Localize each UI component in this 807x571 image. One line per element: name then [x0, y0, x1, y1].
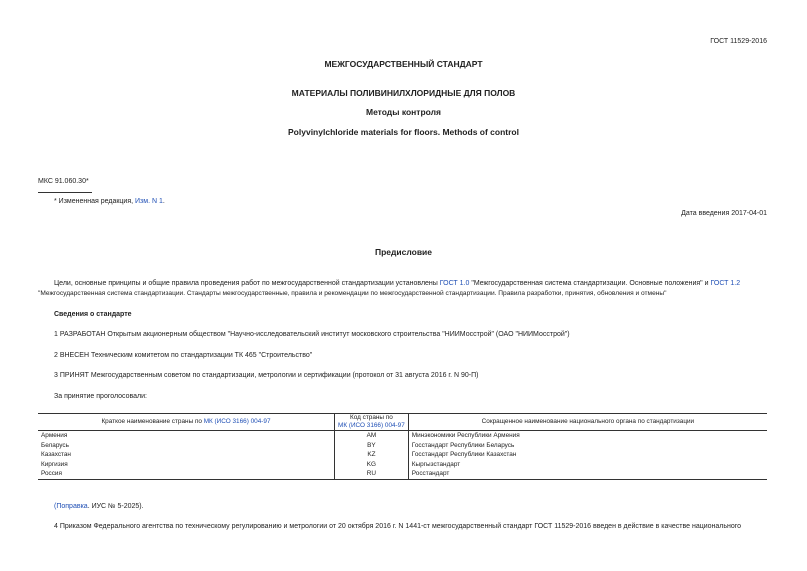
item-3-adopted: 3 ПРИНЯТ Межгосударственным советом по стандартизации, метрологии и сертификации (протокол от 31 августа 2016 г. N 90-П) — [54, 372, 479, 379]
foreword-paragraph-line2: "Межгосударственная система стандартизации. Стандарты межгосударственные, правила и рекомендации по межгосударственной стандартизации. Правила разработки, принятия, обновления и отмены" — [38, 290, 667, 297]
standard-type: МЕЖГОСУДАРСТВЕННЫЙ СТАНДАРТ — [324, 59, 483, 69]
mk-iso-code-link[interactable]: МК (ИСО 3166) 004-97 — [338, 422, 405, 429]
country-cell: Киргизия — [38, 460, 335, 470]
amendment-note: (Поправка. ИУС № 5-2025). — [54, 503, 144, 510]
footnote: * Измененная редакция, Изм. N 1. — [54, 198, 165, 205]
introduction-date: Дата введения 2017-04-01 — [681, 210, 767, 217]
standards-body-cell: Кыргызстандарт — [411, 460, 461, 468]
header-country-name: Краткое наименование страны по МК (ИСО 3166) 004-97 — [38, 414, 335, 431]
table-row — [38, 469, 767, 479]
foreword-paragraph-line1: Цели, основные принципы и общие правила проведения работ по межгосударственной стандартизации установлены ГОСТ 1.0 "Межгосударственная система стандартизации. Основные положения" и ГОСТ 1.2 — [54, 280, 741, 287]
gost-1-2-link[interactable]: ГОСТ 1.2 — [710, 280, 741, 287]
country-cell: Россия — [38, 469, 335, 479]
item-4-order: 4 Приказом Федерального агентства по техническому регулированию и метрологии от 20 октября 2016 г. N 1441-ст межгосударственный стандарт ГОСТ 11529-2016 введен в действие в качестве национального — [54, 523, 742, 530]
voted-label: За принятие проголосовали: — [54, 393, 147, 400]
mks-code: МКС 91.060.30* — [38, 178, 89, 185]
country-cell: Беларусь — [38, 441, 335, 451]
code-cell: BY — [335, 441, 409, 451]
foreword-heading: Предисловие — [374, 247, 433, 257]
gost-1-0-link[interactable]: ГОСТ 1.0 — [439, 280, 470, 287]
mk-iso-link[interactable]: МК (ИСО 3166) 004-97 — [203, 418, 271, 425]
header-country-code: Код страны по МК (ИСО 3166) 004-97 — [335, 414, 409, 431]
table-row — [38, 441, 767, 451]
code-cell: RU — [335, 469, 409, 479]
standards-body-cell: Госстандарт Республики Казахстан — [411, 451, 517, 459]
standards-body-cell: Росстандарт — [408, 469, 767, 479]
code-cell: AM — [335, 431, 409, 441]
about-standard-heading: Сведения о стандарте — [54, 311, 132, 318]
amendment-link[interactable]: Поправка — [56, 503, 88, 510]
standard-title: МАТЕРИАЛЫ ПОЛИВИНИЛХЛОРИДНЫЕ ДЛЯ ПОЛОВ — [291, 88, 516, 98]
standard-subtitle: Методы контроля — [365, 107, 441, 117]
code-cell: KG — [335, 460, 409, 470]
item-2-submitted: 2 ВНЕСЕН Техническим комитетом по стандартизации ТК 465 "Строительство" — [54, 352, 313, 359]
document-code: ГОСТ 11529-2016 — [710, 38, 767, 45]
country-cell: Казахстан — [38, 450, 335, 460]
header-standards-body: Сокращенное наименование национального органа по стандартизации — [408, 414, 767, 431]
standard-title-english: Polyvinylchloride materials for floors. Methods of control — [288, 127, 519, 137]
amendment-1-link[interactable]: Изм. N 1 — [135, 198, 163, 205]
code-cell: KZ — [335, 450, 409, 460]
footnote-separator — [38, 192, 92, 193]
country-cell: Армения — [38, 431, 335, 441]
table-row — [38, 431, 767, 441]
voting-countries-table — [38, 413, 767, 480]
standards-body-cell: Госстандарт Республики Беларусь — [411, 441, 515, 449]
table-row — [38, 460, 767, 470]
item-1-developed: 1 РАЗРАБОТАН Открытым акционерным обществом "Научно-исследовательский институт московского строительства "НИИМосстрой" (ОАО "НИИМосстрой") — [54, 331, 570, 338]
standards-body-cell: Минэкономики Республики Армения — [411, 432, 520, 439]
table-row — [38, 450, 767, 460]
table-header-row — [38, 414, 767, 431]
